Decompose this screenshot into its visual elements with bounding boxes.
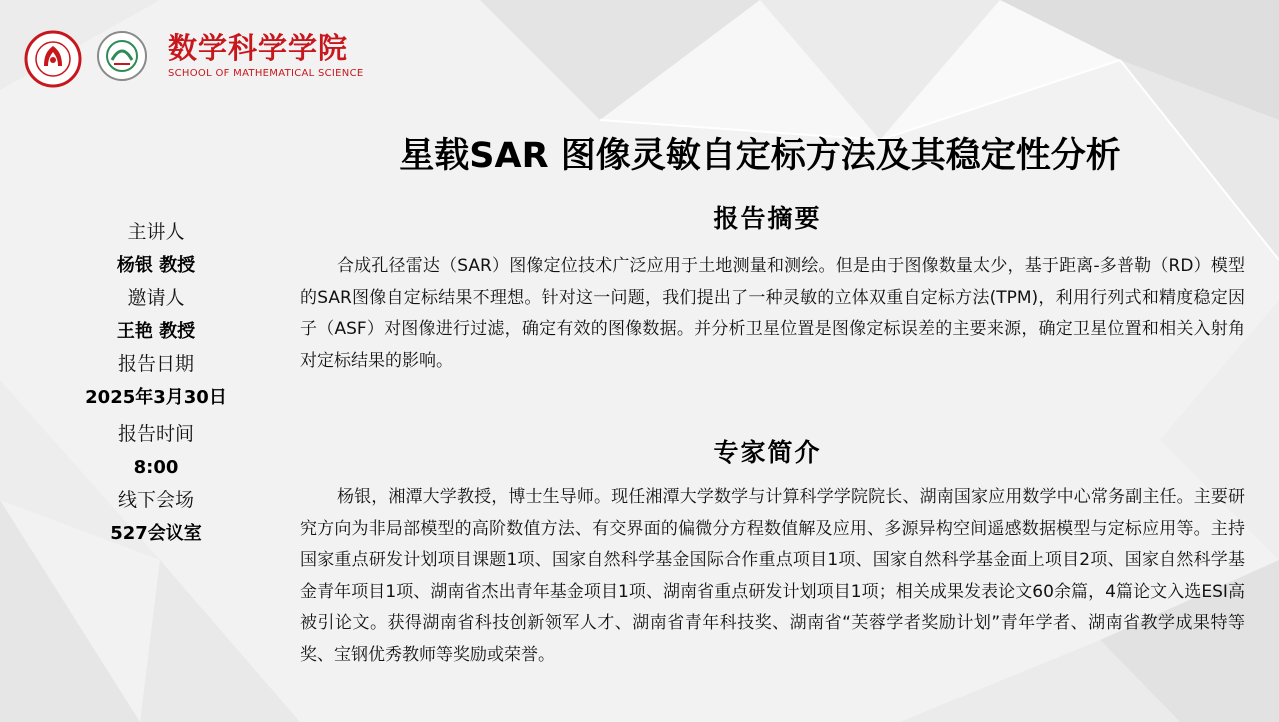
time-value: 8:00 (133, 457, 179, 478)
date-value: 2025年3月30日 (85, 387, 227, 408)
page-title: 星载SAR 图像灵敏自定标方法及其稳定性分析 (399, 136, 1121, 176)
school-name: 数学科学学院 (168, 31, 349, 65)
time-label: 报告时间 (117, 423, 194, 445)
bio-heading: 专家简介 (713, 438, 822, 467)
speaker-value: 杨银 教授 (116, 255, 196, 276)
inviter-label: 邀请人 (127, 287, 185, 309)
date-label: 报告日期 (117, 353, 194, 375)
college-emblem-icon (96, 30, 148, 82)
venue-label: 线下会场 (117, 489, 194, 511)
venue-value: 527会议室 (110, 523, 202, 544)
abstract-text: 合成孔径雷达（SAR）图像定位技术广泛应用于土地测量和测绘。但是由于图像数量太少，基于距离-多普勒（RD）模型的SAR图像自定标结果不理想。针对这一问题，我们提出了一种灵敏的立体双重自定标方法(TPM)，利用行列式和精度稳定因子（ASF）对图像进行过滤，确定有效的图像数据。并分析卫星位置是图像定标误差的主要来源，确定卫星位置和相关入射角对定标结果的影响。 (300, 256, 1245, 371)
abstract-heading: 报告摘要 (713, 204, 822, 233)
talk-info-panel (70, 216, 242, 550)
university-seal-icon (24, 30, 82, 88)
bio-text: 杨银，湘潭大学教授，博士生导师。现任湘潭大学数学与计算科学学院院长、湖南国家应用数学中心常务副主任。主要研究方向为非局部模型的高阶数值方法、有交界面的偏微分方程数值解及应用、多源异构空间遥感数据模型与定标应用等。主持国家重点研发计划项目课题1项、国家自然科学基金国际合作重点项目1项、国家自然科学基金面上项目2项、国家自然科学基金青年项目1项、湖南省杰出青年基金项目1项、湖南省重点研发计划项目1项；相关成果发表论文60余篇，4篇论文入选ESI高被引论文。获得湖南省科技创新领军人才、湖南省青年科技奖、湖南省“芙蓉学者奖励计划”青年学者、湖南省教学成果特等奖、宝钢优秀教师等奖励或荣誉。 (300, 487, 1245, 665)
inviter-value: 王艳 教授 (116, 321, 196, 342)
school-name-english: SCHOOL OF MATHEMATICAL SCIENCE (168, 68, 364, 79)
speaker-label: 主讲人 (127, 221, 185, 243)
